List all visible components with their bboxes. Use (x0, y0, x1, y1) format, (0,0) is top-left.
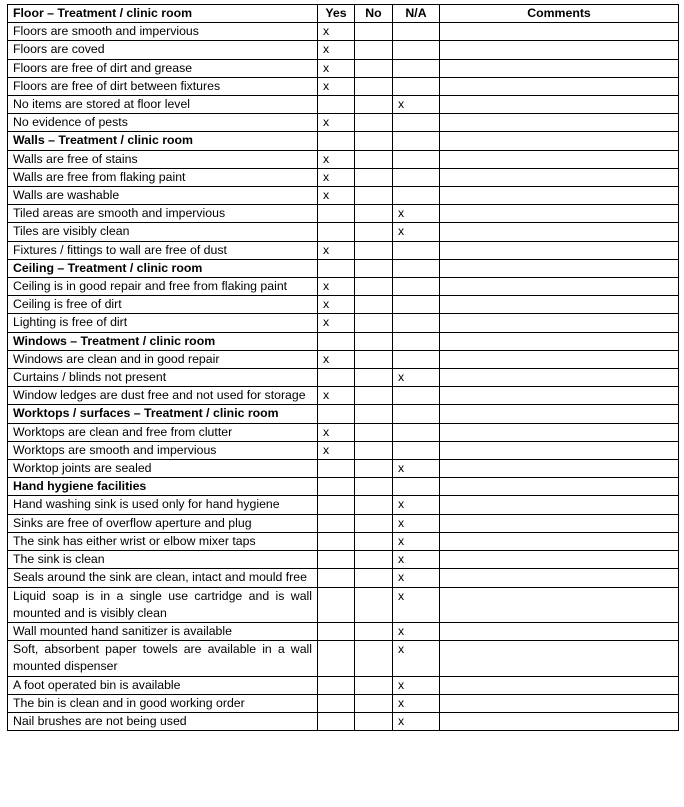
yes-cell: x (318, 278, 355, 296)
checklist-row (8, 296, 679, 314)
na-cell (393, 132, 440, 150)
item-label: Window ledges are dust free and not used for storage (8, 387, 318, 405)
item-label: Floors are smooth and impervious (8, 23, 318, 41)
na-cell (393, 423, 440, 441)
column-header-no: No (355, 5, 393, 23)
no-cell (355, 712, 393, 730)
yes-cell (318, 676, 355, 694)
yes-cell (318, 551, 355, 569)
na-cell: x (393, 223, 440, 241)
comments-cell (440, 514, 679, 532)
yes-cell: x (318, 187, 355, 205)
item-label: Walls are washable (8, 187, 318, 205)
comments-cell (440, 532, 679, 550)
na-cell: x (393, 96, 440, 114)
item-label: Tiles are visibly clean (8, 223, 318, 241)
item-label: Curtains / blinds not present (8, 369, 318, 387)
item-label: Ceiling is free of dirt (8, 296, 318, 314)
no-cell (355, 314, 393, 332)
no-cell (355, 23, 393, 41)
no-cell (355, 59, 393, 77)
comments-cell (440, 23, 679, 41)
na-cell (393, 387, 440, 405)
na-cell (393, 59, 440, 77)
checklist-row (8, 278, 679, 296)
yes-cell: x (318, 314, 355, 332)
na-cell: x (393, 694, 440, 712)
checklist-row (8, 187, 679, 205)
comments-cell (440, 496, 679, 514)
item-label: Soft, absorbent paper towels are available in a wall mounted dispenser (8, 641, 318, 676)
comments-cell (440, 150, 679, 168)
checklist-row (8, 150, 679, 168)
yes-cell (318, 405, 355, 423)
yes-cell (318, 514, 355, 532)
checklist-row (8, 514, 679, 532)
comments-cell (440, 587, 679, 622)
checklist-row (8, 350, 679, 368)
yes-cell (318, 96, 355, 114)
na-cell: x (393, 551, 440, 569)
comments-cell (440, 259, 679, 277)
no-cell (355, 460, 393, 478)
comments-cell (440, 694, 679, 712)
no-cell (355, 241, 393, 259)
checklist-row (8, 314, 679, 332)
yes-cell: x (318, 296, 355, 314)
no-cell (355, 532, 393, 550)
section-header-row (8, 405, 679, 423)
na-cell: x (393, 676, 440, 694)
na-cell (393, 350, 440, 368)
na-cell (393, 41, 440, 59)
no-cell (355, 168, 393, 186)
no-cell (355, 77, 393, 95)
no-cell (355, 514, 393, 532)
item-label: Liquid soap is in a single use cartridge and is wall mounted and is visibly clean (8, 587, 318, 622)
no-cell (355, 369, 393, 387)
no-cell (355, 259, 393, 277)
na-cell (393, 187, 440, 205)
comments-cell (440, 569, 679, 587)
yes-cell (318, 712, 355, 730)
na-cell (393, 314, 440, 332)
checklist-row (8, 223, 679, 241)
no-cell (355, 350, 393, 368)
section-header-row (8, 132, 679, 150)
na-cell: x (393, 587, 440, 622)
section-header-row (8, 478, 679, 496)
comments-cell (440, 296, 679, 314)
item-label: Lighting is free of dirt (8, 314, 318, 332)
na-cell: x (393, 641, 440, 676)
no-cell (355, 587, 393, 622)
header-row (8, 5, 679, 23)
comments-cell (440, 241, 679, 259)
comments-cell (440, 551, 679, 569)
comments-cell (440, 332, 679, 350)
yes-cell (318, 587, 355, 622)
no-cell (355, 676, 393, 694)
section-header-row (8, 332, 679, 350)
checklist-row (8, 712, 679, 730)
checklist-row (8, 694, 679, 712)
na-cell (393, 278, 440, 296)
checklist-row (8, 587, 679, 622)
item-label: No evidence of pests (8, 114, 318, 132)
item-label: Floors are free of dirt and grease (8, 59, 318, 77)
na-cell (393, 405, 440, 423)
checklist-row (8, 569, 679, 587)
comments-cell (440, 441, 679, 459)
comments-cell (440, 59, 679, 77)
no-cell (355, 423, 393, 441)
no-cell (355, 296, 393, 314)
yes-cell: x (318, 41, 355, 59)
yes-cell: x (318, 23, 355, 41)
na-cell (393, 241, 440, 259)
item-label: Windows are clean and in good repair (8, 350, 318, 368)
no-cell (355, 114, 393, 132)
comments-cell (440, 478, 679, 496)
comments-cell (440, 223, 679, 241)
checklist-row (8, 551, 679, 569)
yes-cell: x (318, 77, 355, 95)
comments-cell (440, 350, 679, 368)
yes-cell (318, 478, 355, 496)
na-cell: x (393, 496, 440, 514)
item-label: Floors are free of dirt between fixtures (8, 77, 318, 95)
na-cell (393, 23, 440, 41)
no-cell (355, 187, 393, 205)
item-label: Walls are free from flaking paint (8, 168, 318, 186)
item-label: Walls are free of stains (8, 150, 318, 168)
item-label: The sink has either wrist or elbow mixer taps (8, 532, 318, 550)
section-header-row (8, 259, 679, 277)
item-label: Worktop joints are sealed (8, 460, 318, 478)
item-label: Wall mounted hand sanitizer is available (8, 622, 318, 640)
comments-cell (440, 405, 679, 423)
checklist-row (8, 96, 679, 114)
no-cell (355, 387, 393, 405)
item-label: The bin is clean and in good working order (8, 694, 318, 712)
comments-cell (440, 314, 679, 332)
na-cell (393, 332, 440, 350)
comments-cell (440, 369, 679, 387)
yes-cell (318, 132, 355, 150)
item-label: Ceiling – Treatment / clinic room (8, 259, 318, 277)
comments-cell (440, 187, 679, 205)
inspection-checklist-table (7, 4, 679, 731)
comments-cell (440, 77, 679, 95)
no-cell (355, 278, 393, 296)
item-label: Ceiling is in good repair and free from flaking paint (8, 278, 318, 296)
yes-cell (318, 460, 355, 478)
item-label: The sink is clean (8, 551, 318, 569)
na-cell (393, 150, 440, 168)
item-label: Tiled areas are smooth and impervious (8, 205, 318, 223)
na-cell: x (393, 514, 440, 532)
section-header-floor: Floor – Treatment / clinic room (8, 5, 318, 23)
yes-cell: x (318, 150, 355, 168)
checklist-row (8, 23, 679, 41)
item-label: No items are stored at floor level (8, 96, 318, 114)
item-label: Worktops / surfaces – Treatment / clinic room (8, 405, 318, 423)
comments-cell (440, 168, 679, 186)
na-cell: x (393, 205, 440, 223)
na-cell (393, 441, 440, 459)
na-cell (393, 296, 440, 314)
checklist-row (8, 676, 679, 694)
checklist-row (8, 460, 679, 478)
yes-cell: x (318, 168, 355, 186)
yes-cell (318, 569, 355, 587)
yes-cell: x (318, 423, 355, 441)
comments-cell (440, 676, 679, 694)
no-cell (355, 622, 393, 640)
checklist-row (8, 423, 679, 441)
item-label: Walls – Treatment / clinic room (8, 132, 318, 150)
checklist-row (8, 387, 679, 405)
comments-cell (440, 41, 679, 59)
checklist-body (8, 23, 679, 731)
item-label: Hand washing sink is used only for hand hygiene (8, 496, 318, 514)
na-cell: x (393, 369, 440, 387)
yes-cell: x (318, 241, 355, 259)
no-cell (355, 41, 393, 59)
no-cell (355, 150, 393, 168)
na-cell (393, 478, 440, 496)
checklist-row (8, 496, 679, 514)
column-header-comments: Comments (440, 5, 679, 23)
na-cell (393, 114, 440, 132)
no-cell (355, 441, 393, 459)
checklist-row (8, 441, 679, 459)
item-label: Windows – Treatment / clinic room (8, 332, 318, 350)
no-cell (355, 478, 393, 496)
checklist-row (8, 369, 679, 387)
yes-cell: x (318, 350, 355, 368)
item-label: Sinks are free of overflow aperture and plug (8, 514, 318, 532)
no-cell (355, 694, 393, 712)
no-cell (355, 551, 393, 569)
item-label: Fixtures / fittings to wall are free of dust (8, 241, 318, 259)
no-cell (355, 96, 393, 114)
na-cell (393, 77, 440, 95)
yes-cell: x (318, 114, 355, 132)
yes-cell (318, 205, 355, 223)
no-cell (355, 205, 393, 223)
yes-cell (318, 532, 355, 550)
item-label: Floors are coved (8, 41, 318, 59)
yes-cell (318, 332, 355, 350)
comments-cell (440, 641, 679, 676)
yes-cell (318, 223, 355, 241)
item-label: Worktops are clean and free from clutter (8, 423, 318, 441)
no-cell (355, 405, 393, 423)
comments-cell (440, 114, 679, 132)
comments-cell (440, 622, 679, 640)
item-label: Seals around the sink are clean, intact and mould free (8, 569, 318, 587)
comments-cell (440, 132, 679, 150)
na-cell (393, 259, 440, 277)
checklist-row (8, 114, 679, 132)
checklist-row (8, 241, 679, 259)
no-cell (355, 332, 393, 350)
no-cell (355, 496, 393, 514)
yes-cell: x (318, 387, 355, 405)
yes-cell (318, 641, 355, 676)
no-cell (355, 569, 393, 587)
na-cell: x (393, 532, 440, 550)
item-label: A foot operated bin is available (8, 676, 318, 694)
comments-cell (440, 423, 679, 441)
checklist-row (8, 532, 679, 550)
comments-cell (440, 387, 679, 405)
checklist-row (8, 168, 679, 186)
no-cell (355, 641, 393, 676)
comments-cell (440, 712, 679, 730)
na-cell: x (393, 622, 440, 640)
yes-cell (318, 694, 355, 712)
na-cell: x (393, 569, 440, 587)
item-label: Worktops are smooth and impervious (8, 441, 318, 459)
item-label: Hand hygiene facilities (8, 478, 318, 496)
comments-cell (440, 278, 679, 296)
column-header-yes: Yes (318, 5, 355, 23)
no-cell (355, 132, 393, 150)
na-cell: x (393, 712, 440, 730)
comments-cell (440, 205, 679, 223)
no-cell (355, 223, 393, 241)
checklist-row (8, 77, 679, 95)
yes-cell (318, 496, 355, 514)
checklist-row (8, 41, 679, 59)
na-cell (393, 168, 440, 186)
yes-cell (318, 259, 355, 277)
na-cell: x (393, 460, 440, 478)
comments-cell (440, 460, 679, 478)
checklist-row (8, 59, 679, 77)
item-label: Nail brushes are not being used (8, 712, 318, 730)
yes-cell: x (318, 59, 355, 77)
checklist-row (8, 622, 679, 640)
column-header-na: N/A (393, 5, 440, 23)
yes-cell (318, 622, 355, 640)
comments-cell (440, 96, 679, 114)
yes-cell (318, 369, 355, 387)
checklist-row (8, 205, 679, 223)
yes-cell: x (318, 441, 355, 459)
checklist-row (8, 641, 679, 676)
